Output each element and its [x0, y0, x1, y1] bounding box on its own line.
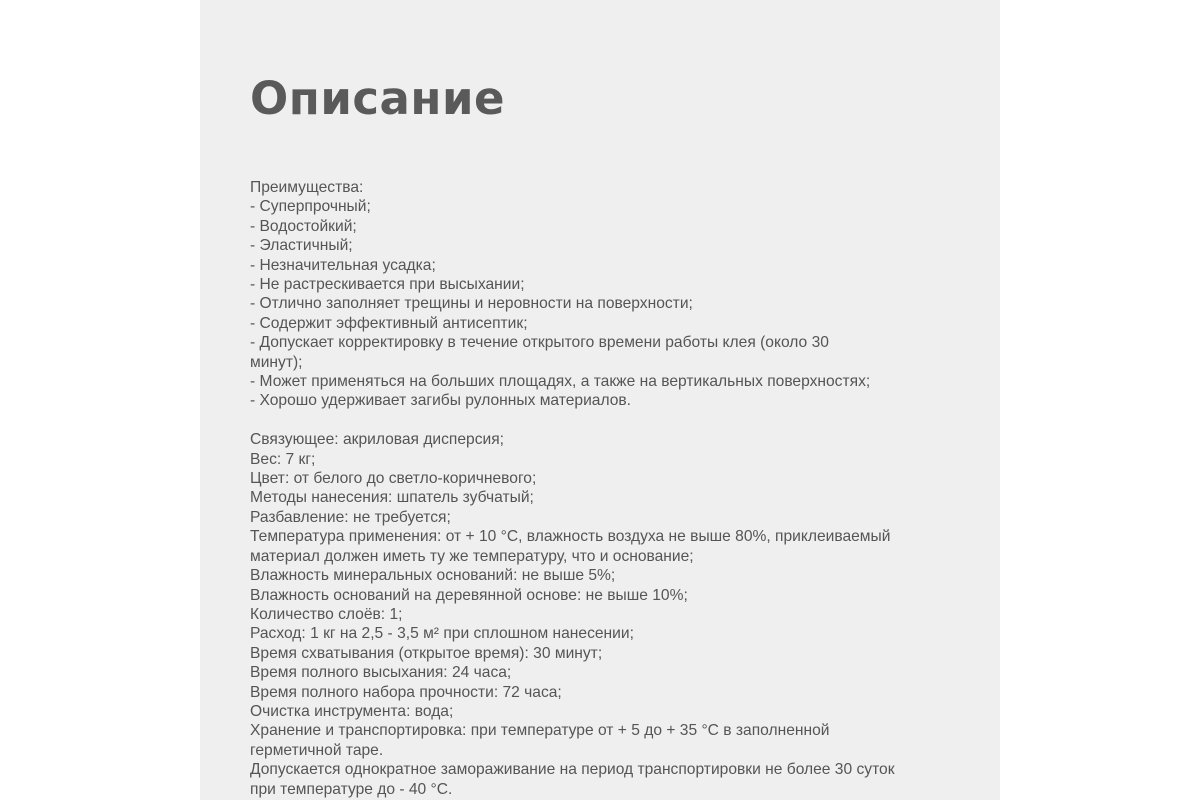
spec-line: Вес: 7 кг; [250, 450, 316, 468]
advantages-heading: Преимущества: [250, 179, 364, 196]
spec-line: Время полного набора прочности: 72 часа; [250, 683, 562, 701]
spec-line: при температуре до - 40 °С. [250, 780, 453, 798]
spec-line: Связующее: акриловая дисперсия; [250, 431, 505, 449]
spec-line: Количество слоёв: 1; [250, 605, 403, 623]
advantage-item: - Не растрескивается при высыхании; [250, 276, 525, 294]
spec-line: герметичной таре. [250, 741, 384, 759]
advantage-item: - Отлично заполняет трещины и неровности на поверхности; [250, 295, 693, 313]
advantage-item: минут); [250, 353, 303, 371]
spec-line: Хранение и транспортировка: при температуре от + 5 до + 35 °С в заполненной [250, 722, 830, 740]
advantage-item: - Может применяться на больших площадях, а также на вертикальных поверхностях; [250, 373, 871, 391]
spec-line: Влажность оснований на деревянной основе: не выше 10%; [250, 586, 688, 604]
spec-line: Время полного высыхания: 24 часа; [250, 664, 512, 682]
advantage-item: - Хорошо удерживает загибы рулонных материалов. [250, 392, 632, 410]
spec-line: Влажность минеральных оснований: не выше 5%; [250, 567, 616, 585]
description-text [250, 178, 990, 799]
advantage-item: - Водостойкий; [250, 217, 357, 235]
spec-line: Температура применения: от + 10 °С, влажность воздуха не выше 80%, приклеиваемый [250, 528, 891, 546]
spec-line: Допускается однократное замораживание на период транспортировки не более 30 суток [250, 761, 895, 779]
spec-line: Цвет: от белого до светло-коричневого; [250, 470, 537, 488]
advantage-item: - Суперпрочный; [250, 198, 371, 216]
advantage-item: - Содержит эффективный антисептик; [250, 314, 528, 332]
advantage-item: - Незначительная усадка; [250, 256, 436, 274]
spec-line: Разбавление: не требуется; [250, 508, 451, 526]
spec-line: материал должен иметь ту же температуру, что и основание; [250, 547, 694, 565]
paragraph-gap [250, 411, 990, 430]
page-title: Описание [250, 72, 506, 125]
spec-line: Методы нанесения: шпатель зубчатый; [250, 489, 534, 507]
advantage-item: - Эластичный; [250, 237, 353, 255]
spec-line: Очистка инструмента: вода; [250, 702, 454, 720]
spec-line: Расход: 1 кг на 2,5 - 3,5 м² при сплошном нанесении; [250, 625, 634, 643]
description-page [200, 0, 1000, 800]
spec-line: Время схватывания (открытое время): 30 минут; [250, 644, 603, 662]
advantage-item: - Допускает корректировку в течение открытого времени работы клея (около 30 [250, 334, 829, 352]
